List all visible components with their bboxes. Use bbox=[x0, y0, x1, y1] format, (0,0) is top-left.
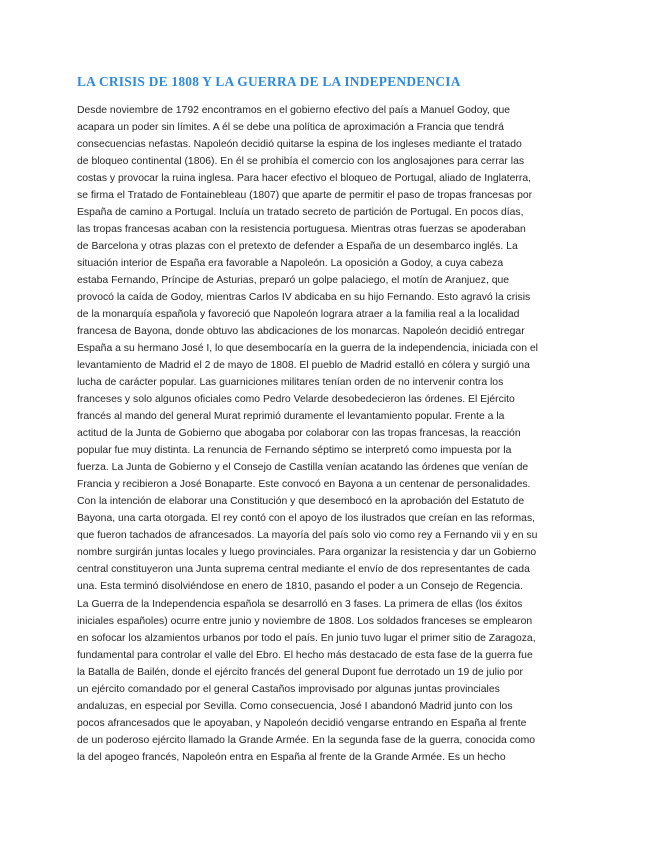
text-line: en sofocar los alzamientos urbanos por todo el país. En junio tuvo lugar el primer sitio de Zaragoza, bbox=[77, 633, 536, 644]
text-line: una. Esta terminó disolviéndose en enero de 1810, pasando el poder a un Consejo de Regencia. bbox=[77, 581, 523, 592]
text-line: se firma el Tratado de Fontainebleau (1807) que aparte de permitir el paso de tropas francesas por bbox=[77, 190, 533, 201]
text-line: situación interior de España era favorable a Napoleón. La oposición a Godoy, a cuya cabeza bbox=[77, 258, 504, 269]
text-line: Bayona, una carta otorgada. El rey contó con el apoyo de los ilustrados que creían en las reformas, bbox=[77, 513, 536, 524]
text-line: de bloqueo continental (1806). En él se prohibía el comercio con los anglosajones para cerrar las bbox=[77, 156, 525, 167]
text-line: La Guerra de la Independencia española se desarrolló en 3 fases. La primera de ellas (los éxitos bbox=[77, 599, 523, 610]
paragraph-1 bbox=[77, 102, 582, 595]
text-line: estaba Fernando, Príncipe de Asturias, preparó un golpe palaciego, el motín de Aranjuez, que bbox=[77, 275, 510, 286]
text-line: la Batalla de Bailén, donde el ejército francés del general Dupont fue derrotado un 19 de julio por bbox=[77, 667, 523, 678]
text-line: España a su hermano José I, lo que desembocaría en la guerra de la independencia, iniciada con el bbox=[77, 343, 538, 354]
text-line: la del apogeo francés, Napoleón entra en España al frente de la Grande Armée. Es un hecho bbox=[77, 752, 506, 763]
text-line: pocos afrancesados que le apoyaban, y Napoleón decidió vengarse entrando en España al frente bbox=[77, 718, 527, 729]
text-line: las tropas francesas acaban con la resistencia portuguesa. Mientras otras fuerzas se apoderaban bbox=[77, 224, 526, 235]
text-line: popular fue muy distinta. La renuncia de Fernando séptimo se interpretó como impuesta por la bbox=[77, 445, 512, 456]
paragraph-2 bbox=[77, 596, 582, 766]
text-line: acapara un poder sin límites. A él se debe una política de aproximación a Francia que tendrá bbox=[77, 122, 504, 133]
text-line: consecuencias nefastas. Napoleón decidió quitarse la espina de los ingleses mediante el tratado bbox=[77, 139, 522, 150]
text-line: lucha de carácter popular. Las guarniciones militares tenían orden de no intervenir contra los bbox=[77, 377, 504, 388]
text-line: España de camino a Portugal. Incluía un tratado secreto de partición de Portugal. En pocos días, bbox=[77, 207, 524, 218]
text-line: francés al mando del general Murat reprimió duramente el levantamiento popular. Frente a la bbox=[77, 411, 505, 422]
text-line: andaluzas, en especial por Sevilla. Como consecuencia, José I abandonó Madrid junto con los bbox=[77, 701, 513, 712]
text-line: franceses y solo algunos oficiales como Pedro Velarde desobedecieron las órdenes. El Ejército bbox=[77, 394, 515, 405]
text-line: levantamiento de Madrid el 2 de mayo de 1808. El pueblo de Madrid estalló en cólera y surgió una bbox=[77, 360, 530, 371]
text-line: costas y provocar la ruina inglesa. Para hacer efectivo el bloqueo de Portugal, aliado de Inglaterra, bbox=[77, 173, 531, 184]
text-line: actitud de la Junta de Gobierno que abogaba por colaborar con las tropas francesas, la reacción bbox=[77, 428, 521, 439]
text-line: un ejército comandado por el general Castaños improvisado por algunas juntas provinciales bbox=[77, 684, 500, 695]
text-line: Con la intención de elaborar una Constitución y que desembocó en la aprobación del Estatuto de bbox=[77, 496, 525, 507]
document-title: LA CRISIS DE 1808 Y LA GUERRA DE LA INDEPENDENCIA bbox=[77, 74, 461, 89]
text-line: nombre surgirán juntas locales y luego provinciales. Para organizar la resistencia y dar un Gobierno bbox=[77, 547, 537, 558]
text-line: Desde noviembre de 1792 encontramos en el gobierno efectivo del país a Manuel Godoy, que bbox=[77, 105, 511, 116]
text-line: de la monarquía española y favoreció que Napoleón lograra atraer a la familia real a la localidad bbox=[77, 309, 520, 320]
text-line: francesa de Bayona, donde obtuvo las abdicaciones de los monarcas. Napoleón decidió entregar bbox=[77, 326, 525, 337]
text-line: de Barcelona y otras plazas con el pretexto de defender a España de un desembarco inglés. La bbox=[77, 241, 518, 252]
text-line: iniciales españoles) ocurre entre junio y noviembre de 1808. Los soldados franceses se emplearon bbox=[77, 616, 533, 627]
text-line: central constituyeron una Junta suprema central mediante el envío de dos representantes de cada bbox=[77, 564, 530, 575]
text-line: Francia y recibieron a José Bonaparte. Este convocó en Bayona a un centenar de personalidades. bbox=[77, 479, 531, 490]
text-line: que fueron tachados de afrancesados. La mayoría del país solo vio como rey a Fernando vii y en su bbox=[77, 530, 538, 541]
text-line: fundamental para controlar el valle del Ebro. El hecho más destacado de esta fase de la guerra fue bbox=[77, 650, 533, 661]
text-line: provocó la caída de Godoy, mientras Carlos IV abdicaba en su hijo Fernando. Esto agravó la crisis bbox=[77, 292, 531, 303]
text-line: fuerza. La Junta de Gobierno y el Consejo de Castilla venían acatando las órdenes que venían de bbox=[77, 462, 529, 473]
text-line: de un poderoso ejército llamado la Grande Armée. En la segunda fase de la guerra, conocida como bbox=[77, 735, 536, 746]
